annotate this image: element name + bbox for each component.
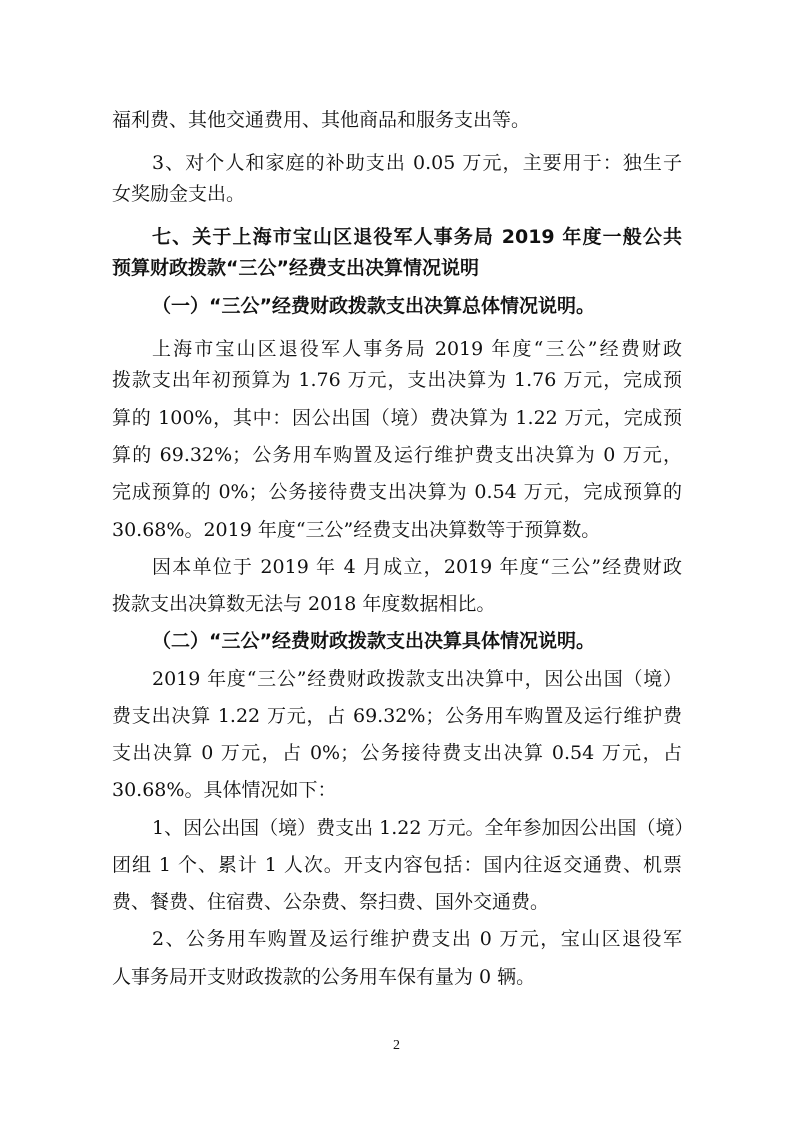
section-heading: 预算财政拨款“三公”经费支出决算情况说明 bbox=[112, 257, 479, 279]
text-line: 团组 1 个、累计 1 人次。开支内容包括：国内往返交通费、机票 bbox=[112, 854, 682, 876]
text-line: 因本单位于 2019 年 4 月成立，2019 年度“三公”经费财政 bbox=[152, 556, 682, 578]
text-line: 支出决算 0 万元，占 0%；公务接待费支出决算 0.54 万元，占 bbox=[112, 742, 682, 764]
text-line: 3、对个人和家庭的补助支出 0.05 万元，主要用于：独生子 bbox=[152, 152, 682, 174]
text-line: 算的 100%，其中：因公出国（境）费决算为 1.22 万元，完成预 bbox=[112, 407, 682, 429]
text-line: 费、餐费、住宿费、公杂费、祭扫费、国外交通费。 bbox=[112, 891, 550, 913]
text-line: 人事务局开支财政拨款的公务用车保有量为 0 辆。 bbox=[112, 966, 536, 988]
text-line: 30.68%。具体情况如下： bbox=[112, 779, 337, 801]
text-line: 上海市宝山区退役军人事务局 2019 年度“三公”经费财政 bbox=[152, 338, 682, 360]
text-line: 福利费、其他交通费用、其他商品和服务支出等。 bbox=[112, 109, 531, 131]
text-line: 拨款支出年初预算为 1.76 万元，支出决算为 1.76 万元，完成预 bbox=[112, 369, 682, 391]
section-heading: 七、关于上海市宝山区退役军人事务局 2019 年度一般公共 bbox=[152, 226, 682, 248]
text-line: 女奖励金支出。 bbox=[112, 183, 246, 205]
page-number: 2 bbox=[393, 1038, 400, 1053]
text-line: 费支出决算 1.22 万元，占 69.32%；公务用车购置及运行维护费 bbox=[112, 705, 682, 727]
text-line: 2、公务用车购置及运行维护费支出 0 万元，宝山区退役军 bbox=[152, 928, 682, 950]
subsection-heading: （一）“三公”经费财政拨款支出决算总体情况说明。 bbox=[152, 295, 595, 317]
text-line: 30.68%。2019 年度“三公”经费支出决算数等于预算数。 bbox=[112, 519, 601, 541]
text-line: 完成预算的 0%；公务接待费支出决算为 0.54 万元，完成预算的 bbox=[112, 481, 682, 503]
text-line: 2019 年度“三公”经费财政拨款支出决算中，因公出国（境） bbox=[152, 668, 682, 690]
text-line: 算的 69.32%；公务用车购置及运行维护费支出决算为 0 万元， bbox=[112, 444, 682, 466]
text-line: 1、因公出国（境）费支出 1.22 万元。全年参加因公出国（境） bbox=[152, 817, 694, 839]
subsection-heading: （二）“三公”经费财政拨款支出决算具体情况说明。 bbox=[152, 630, 595, 652]
text-line: 拨款支出决算数无法与 2018 年度数据相比。 bbox=[112, 593, 496, 615]
